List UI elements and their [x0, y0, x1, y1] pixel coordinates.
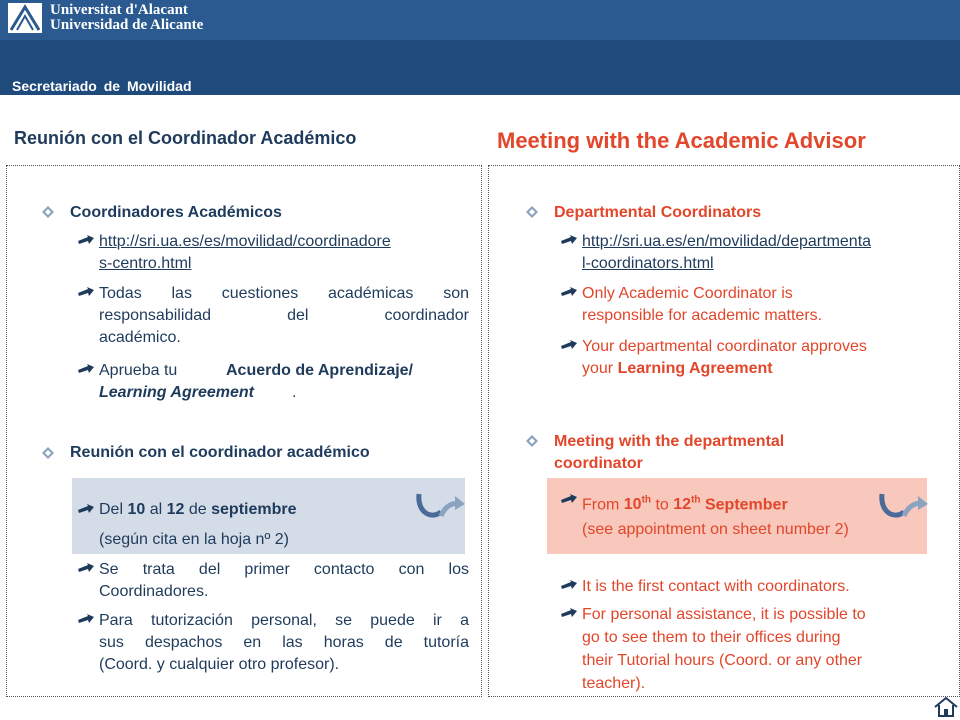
date-month: September: [704, 496, 788, 514]
arrow-bullet-icon: [78, 287, 94, 297]
arrow-bullet-icon: [561, 287, 577, 297]
arrow-bullet-icon: [561, 340, 577, 350]
cycle-arrows-icon: [878, 490, 930, 524]
arrow-bullet-icon: [78, 504, 94, 514]
home-icon[interactable]: [933, 696, 959, 718]
date-day: 12th: [673, 495, 701, 514]
diamond-bullet-icon: [42, 206, 54, 218]
list-item-text: (Coord. y cualquier otro profesor).: [99, 656, 340, 673]
list-item-text: Se trata del primer contacto con los: [99, 561, 469, 578]
list-item-text: Coordinadores.: [99, 583, 209, 600]
diamond-bullet-icon: [526, 435, 538, 447]
list-item-text: It is the first contact with coordinators.: [582, 578, 850, 595]
university-logo-icon: [8, 3, 42, 33]
meeting-dates-es: [99, 499, 297, 521]
list-item-text: Todas las cuestiones académicas son: [99, 285, 469, 302]
arrow-bullet-icon: [78, 563, 94, 573]
learning-agreement-bold: Learning Agreement: [617, 360, 773, 377]
list-item-word: your: [582, 360, 614, 377]
page-title-english: Meeting with the Academic Advisor: [497, 128, 866, 153]
coordinators-link-es[interactable]: http://sri.ua.es/es/movilidad/coordinadore: [99, 233, 391, 250]
date-day: 12: [166, 501, 185, 518]
arrow-bullet-icon: [78, 364, 94, 374]
date-month: septiembre: [211, 501, 297, 518]
list-item-text: sus despachos en las horas de tutoría: [99, 634, 469, 651]
arrow-bullet-icon: [561, 235, 577, 245]
date-word: to: [655, 496, 669, 514]
section-heading-meeting-cont: coordinator: [554, 455, 643, 472]
section-heading-departmental: Departmental Coordinators: [554, 204, 762, 221]
section-heading-meeting: Meeting with the departmental: [554, 433, 785, 450]
arrow-bullet-icon: [561, 608, 577, 618]
cycle-arrows-icon: [415, 490, 467, 524]
list-item-text: académico.: [99, 329, 181, 346]
page-title-spanish: Reunión con el Coordinador Académico: [14, 128, 357, 148]
list-item-text: For personal assistance, it is possible to: [582, 606, 866, 623]
diamond-bullet-icon: [526, 206, 538, 218]
date-word: From: [582, 496, 620, 514]
arrow-bullet-icon: [78, 614, 94, 624]
university-name-ca: Universitat d'Alacant: [50, 2, 188, 18]
department-name: Secretariado de Movilidad: [12, 78, 192, 94]
section-heading-reunion: Reunión con el coordinador académico: [70, 444, 370, 461]
date-word: al: [149, 501, 163, 518]
date-day: 10th: [623, 495, 652, 514]
list-item-text: teacher).: [582, 675, 646, 692]
section-heading-coordinadores: Coordinadores Académicos: [70, 204, 282, 221]
appointment-note-es: (según cita en la hoja nº 2): [99, 531, 289, 548]
list-item-text: .: [292, 384, 297, 401]
appointment-note-en: (see appointment on sheet number 2): [582, 521, 849, 538]
list-item-text: Para tutorización personal, se puede ir a: [99, 612, 469, 629]
university-name-es: Universidad de Alicante: [50, 17, 204, 33]
list-item-text: responsabilidad del coordinador: [99, 307, 469, 324]
date-word: de: [188, 501, 207, 518]
coordinators-link-es-cont[interactable]: s-centro.html: [99, 255, 192, 272]
header-banner: [0, 0, 960, 95]
list-item-text: responsible for academic matters.: [582, 307, 823, 324]
date-word: Del: [99, 501, 124, 518]
learning-agreement-en: Learning Agreement: [99, 384, 254, 401]
list-item-text: their Tutorial hours (Coord. or any other: [582, 652, 863, 669]
date-day: 10: [127, 501, 146, 518]
list-item-text: Only Academic Coordinator is: [582, 285, 793, 302]
list-item-text: [582, 358, 773, 380]
arrow-bullet-icon: [78, 235, 94, 245]
coordinators-link-en[interactable]: http://sri.ua.es/en/movilidad/departmenta: [582, 233, 872, 250]
list-item-text: go to see them to their offices during: [582, 629, 841, 646]
learning-agreement-es: Acuerdo de Aprendizaje/: [226, 362, 413, 379]
meeting-dates-en: [582, 490, 788, 516]
list-item-text: Your departmental coordinator approves: [582, 338, 867, 355]
list-item-text: Aprueba tu: [99, 362, 178, 379]
arrow-bullet-icon: [561, 494, 577, 504]
arrow-bullet-icon: [561, 580, 577, 590]
coordinators-link-en-cont[interactable]: l-coordinators.html: [582, 255, 714, 272]
diamond-bullet-icon: [42, 447, 54, 459]
